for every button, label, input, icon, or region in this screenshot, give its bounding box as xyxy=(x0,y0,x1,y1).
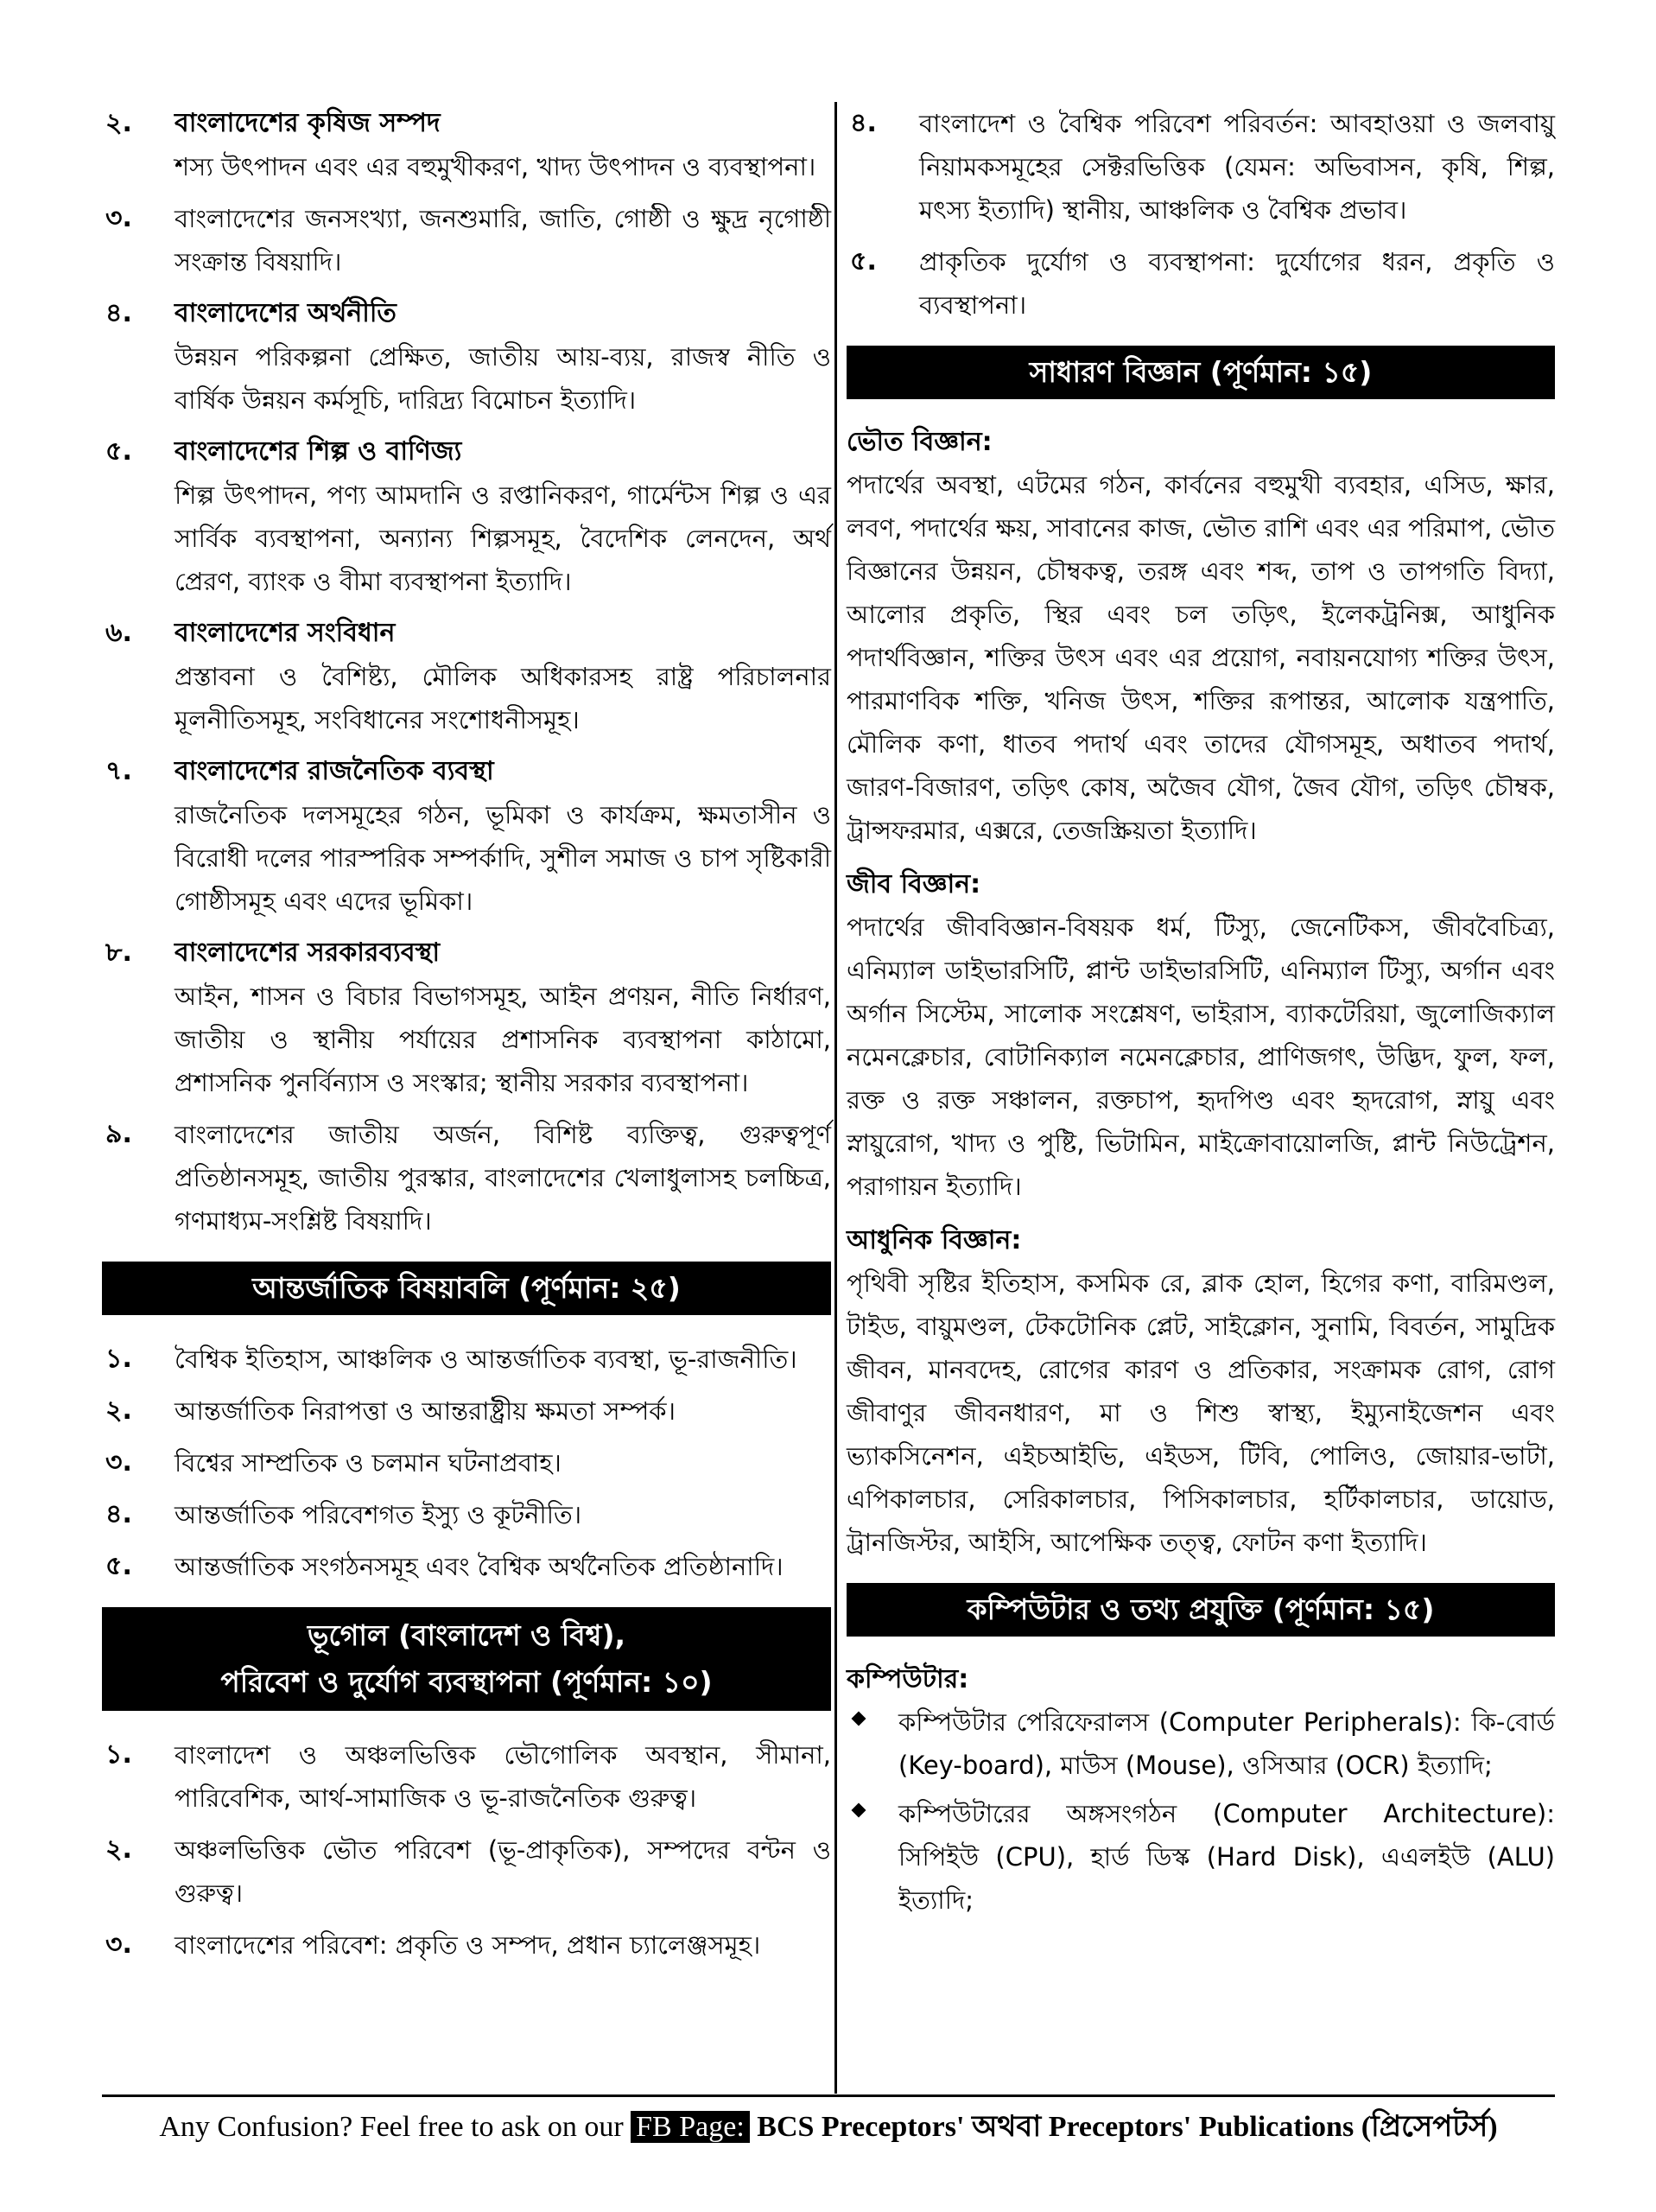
item-body: প্রস্তাবনা ও বৈশিষ্ট্য, মৌলিক অধিকারসহ রাষ্ট্র পরিচালনার মূলনীতিসমূহ, সংবিধানের সংশোধনীসমূহ। xyxy=(174,662,831,734)
section-header-science: সাধারণ বিজ্ঞান (পূর্ণমান: ১৫) xyxy=(847,346,1555,399)
item-number: ৮. xyxy=(105,938,132,968)
item-text: আন্তর্জাতিক নিরাপত্তা ও আন্তরাষ্ট্রীয় ক্ষমতা সম্পর্ক। xyxy=(174,1396,676,1426)
list-item xyxy=(102,931,831,1104)
list-item xyxy=(102,1828,831,1915)
fb-page-label: FB Page: xyxy=(631,2111,750,2143)
item-number: ১. xyxy=(105,1344,132,1374)
subsection-heading: আধুনিক বিজ্ঞান: xyxy=(847,1225,1022,1255)
item-number: ৪. xyxy=(850,108,877,138)
item-number: ৪. xyxy=(105,1499,132,1529)
item-body: শিল্প উৎপাদন, পণ্য আমদানি ও রপ্তানিকরণ, গার্মেন্টস শিল্প ও এর সার্বিক ব্যবস্থাপনা, অন্যান্য শিল্পসমূহ, বৈদেশিক লেনদেন, অর্থ প্রেরণ, ব্যাংক ও বীমা ব্যবস্থাপনা ইত্যাদি। xyxy=(174,480,831,596)
list-item xyxy=(102,750,831,923)
footer-page-name: BCS Preceptors' xyxy=(757,2111,965,2143)
footer-publisher-name: Preceptors' Publications xyxy=(1048,2111,1355,2143)
list-item xyxy=(102,1389,831,1433)
item-number: ৪. xyxy=(105,298,132,328)
item-title: বাংলাদেশের সরকারব্যবস্থা xyxy=(174,938,441,968)
subsection-heading: কম্পিউটার: xyxy=(847,1664,969,1694)
footer-brand-bangla: (প্রিসেপটর্স) xyxy=(1361,2111,1498,2143)
section-header-computer: কম্পিউটার ও তথ্য প্রযুক্তি (পূর্ণমান: ১৫) xyxy=(847,1583,1555,1637)
item-text: বৈশ্বিক ইতিহাস, আঞ্চলিক ও আন্তর্জাতিক ব্যবস্থা, ভূ-রাজনীতি। xyxy=(174,1344,797,1374)
item-number: ৭. xyxy=(105,756,132,786)
list-item xyxy=(102,1545,831,1588)
item-number: ৩. xyxy=(105,1929,132,1960)
item-text: অঞ্চলভিত্তিক ভৌত পরিবেশ (ভূ-প্রাকৃতিক), সম্পদের বন্টন ও গুরুত্ব। xyxy=(174,1835,831,1908)
item-body: রাজনৈতিক দলসমূহের গঠন, ভূমিকা ও কার্যক্রম, ক্ষমতাসীন ও বিরোধী দলের পারস্পরিক সম্পর্কাদি, সুশীল সমাজ ও চাপ সৃষ্টিকারী গোষ্ঠীসমূহ এবং এদের ভূমিকা। xyxy=(174,800,831,916)
footer-or-word: অথবা xyxy=(971,2111,1042,2143)
item-text: বাংলাদেশের জনসংখ্যা, জনশুমারি, জাতি, গোষ্ঠী ও ক্ষুদ্র নৃগোষ্ঠী সংক্রান্ত বিষয়াদি। xyxy=(174,204,831,276)
list-item xyxy=(102,1923,831,1967)
section-header-line: পরিবেশ ও দুর্যোগ ব্যবস্থাপনা (পূর্ণমান: ১০) xyxy=(220,1665,713,1699)
item-number: ২. xyxy=(105,108,132,138)
item-title: বাংলাদেশের কৃষিজ সম্পদ xyxy=(174,108,441,138)
item-body: আইন, শাসন ও বিচার বিভাগসমূহ, আইন প্রণয়ন, নীতি নির্ধারণ, জাতীয় ও স্থানীয় পর্যায়ের প্রশাসনিক ব্যবস্থাপনা কাঠামো, প্রশাসনিক পুনর্বিন্যাস ও সংস্কার; স্থানীয় সরকার ব্যবস্থাপনা। xyxy=(174,982,831,1097)
item-text: আন্তর্জাতিক পরিবেশগত ইস্যু ও কূটনীতি। xyxy=(174,1500,582,1529)
item-text: প্রাকৃতিক দুর্যোগ ও ব্যবস্থাপনা: দুর্যোগের ধরন, প্রকৃতি ও ব্যবস্থাপনা। xyxy=(919,247,1555,320)
item-number: ৯. xyxy=(105,1119,132,1149)
item-number: ৫. xyxy=(105,436,132,467)
list-item xyxy=(847,240,1555,327)
item-number: ৬. xyxy=(105,618,132,648)
left-column xyxy=(102,102,831,1975)
item-number: ৫. xyxy=(105,1551,132,1581)
subsection-body: পদার্থের অবস্থা, এটমের গঠন, কার্বনের বহুমুখী ব্যবহার, এসিড, ক্ষার, লবণ, পদার্থের ক্ষয়, সাবানের কাজ, ভৌত রাশি এবং এর পরিমাপ, ভৌত বিজ্ঞানের উন্নয়ন, চৌম্বকত্ব, তরঙ্গ এবং শব্দ, তাপ ও তাপগতি বিদ্যা, আলোর প্রকৃতি, স্থির এবং চল তড়িৎ, ইলেকট্রনিক্স, আধুনিক পদার্থবিজ্ঞান, শক্তির উৎস এবং এর প্রয়োগ, নবায়নযোগ্য শক্তির উৎস, পারমাণবিক শক্তি, খনিজ উৎস, শক্তির রূপান্তর, আলোক যন্ত্রপাতি, মৌলিক কণা, ধাতব পদার্থ এবং তাদের যৌগসমূহ, অধাতব পদার্থ, জারণ-বিজারণ, তড়িৎ কোষ, অজৈব যৌগ, জৈব যৌগ, তড়িৎ চৌম্বক, ট্রান্সফরমার, এক্সরে, তেজস্ক্রিয়তা ইত্যাদি। xyxy=(847,470,1555,845)
list-item xyxy=(102,102,831,188)
diamond-bullet-icon xyxy=(852,1712,866,1726)
item-number: ২. xyxy=(105,1834,132,1865)
footer-rule xyxy=(102,2094,1555,2097)
subsection-heading: জীব বিজ্ঞান: xyxy=(847,869,981,899)
item-text: বাংলাদেশের জাতীয় অর্জন, বিশিষ্ট ব্যক্তিত্ব, গুরুত্বপূর্ণ প্রতিষ্ঠানসমূহ, জাতীয় পুরস্কার, বাংলাদেশের খেলাধুলাসহ চলচ্চিত্র, গণমাধ্যম-সংশ্লিষ্ট বিষয়াদি। xyxy=(174,1120,831,1236)
item-text: বাংলাদেশ ও বৈশ্বিক পরিবেশ পরিবর্তন: আবহাওয়া ও জলবায়ু নিয়ামকসমূহের সেক্টরভিত্তিক (যেমন: অভিবাসন, কৃষি, শিল্প, মৎস্য ইত্যাদি) স্থানীয়, আঞ্চলিক ও বৈশ্বিক প্রভাব। xyxy=(919,109,1555,225)
item-text: বাংলাদেশ ও অঞ্চলভিত্তিক ভৌগোলিক অবস্থান, সীমানা, পারিবেশিক, আর্থ-সামাজিক ও ভূ-রাজনৈতিক গুরুত্ব। xyxy=(174,1740,831,1813)
footer xyxy=(102,2101,1555,2153)
list-item xyxy=(102,1493,831,1536)
item-body: শস্য উৎপাদন এবং এর বহুমুখীকরণ, খাদ্য উৎপাদন ও ব্যবস্থাপনা। xyxy=(174,152,816,181)
item-title: বাংলাদেশের শিল্প ও বাণিজ্য xyxy=(174,436,462,467)
bullet-text: কম্পিউটার পেরিফেরালস (Computer Peripherals): কি-বোর্ড (Key-board), মাউস (Mouse), ওসিআর (OCR) ইত্যাদি; xyxy=(898,1707,1555,1780)
item-title: বাংলাদেশের অর্থনীতি xyxy=(174,298,397,328)
bullet-item xyxy=(847,1792,1555,1922)
item-title: বাংলাদেশের সংবিধান xyxy=(174,618,396,648)
item-text: বাংলাদেশের পরিবেশ: প্রকৃতি ও সম্পদ, প্রধান চ্যালেঞ্জসমূহ। xyxy=(174,1930,761,1960)
bullet-item xyxy=(847,1700,1555,1787)
item-body: উন্নয়ন পরিকল্পনা প্রেক্ষিত, জাতীয় আয়-ব্যয়, রাজস্ব নীতি ও বার্ষিক উন্নয়ন কর্মসূচি, দারিদ্র্য বিমোচন ইত্যাদি। xyxy=(174,342,831,415)
list-item xyxy=(102,430,831,603)
item-number: ১. xyxy=(105,1739,132,1770)
diamond-bullet-icon xyxy=(852,1803,866,1818)
list-item xyxy=(102,1441,831,1484)
subsection-body: পৃথিবী সৃষ্টির ইতিহাস, কসমিক রে, ব্লাক হোল, হিগের কণা, বারিমণ্ডল, টাইড, বায়ুমণ্ডল, টেকটোনিক প্লেট, সাইক্লোন, সুনামি, বিবর্তন, সামুদ্রিক জীবন, মানবদেহ, রোগের কারণ ও প্রতিকার, সংক্রামক রোগ, রোগ জীবাণুর জীবনধারণ, মা ও শিশু স্বাস্থ্য, ইম্যুনাইজেশন এবং ভ্যাকসিনেশন, এইচআইভি, এইডস, টিবি, পোলিও, জোয়ার-ভাটা, এপিকালচার, সেরিকালচার, পিসিকালচার, হর্টিকালচার, ডায়োড, ট্রানজিস্টর, আইসি, আপেক্ষিক তত্ত্ব, ফোটন কণা ইত্যাদি। xyxy=(847,1268,1555,1557)
section-header-international: আন্তর্জাতিক বিষয়াবলি (পূর্ণমান: ২৫) xyxy=(102,1262,831,1315)
subsection-heading: ভৌত বিজ্ঞান: xyxy=(847,427,993,457)
list-item xyxy=(102,1733,831,1820)
item-number: ২. xyxy=(105,1395,132,1426)
footer-lead: Any Confusion? Feel free to ask on our xyxy=(159,2111,624,2143)
list-item xyxy=(102,197,831,283)
subsection-body: পদার্থের জীববিজ্ঞান-বিষয়ক ধর্ম, টিস্যু, জেনেটিকস, জীববৈচিত্র্য, এনিম্যাল ডাইভারসিটি, প্লান্ট ডাইভারসিটি, এনিম্যাল টিস্যু, অর্গান এবং অর্গান সিস্টেম, সালোক সংশ্লেষণ, ভাইরাস, ব্যাকটেরিয়া, জুলোজিক্যাল নমেনক্লেচার, বোটানিক্যাল নমেনক্লেচার, প্রাণিজগৎ, উদ্ভিদ, ফুল, ফল, রক্ত ও রক্ত সঞ্চালন, রক্তচাপ, হৃদপিণ্ড এবং হৃদরোগ, স্নায়ু এবং স্নায়ুরোগ, খাদ্য ও পুষ্টি, ভিটামিন, মাইক্রোবায়োলজি, প্লান্ট নিউট্রেশন, পরাগায়ন ইত্যাদি। xyxy=(847,912,1555,1201)
list-item xyxy=(102,292,831,422)
section-header-geography xyxy=(102,1607,831,1711)
list-item xyxy=(102,612,831,741)
item-number: ৩. xyxy=(105,203,132,233)
list-item xyxy=(847,102,1555,232)
item-title: বাংলাদেশের রাজনৈতিক ব্যবস্থা xyxy=(174,756,494,786)
item-number: ৫. xyxy=(850,246,877,276)
list-item xyxy=(102,1338,831,1381)
item-number: ৩. xyxy=(105,1447,132,1478)
column-divider xyxy=(834,102,837,2094)
right-column xyxy=(847,102,1555,1927)
list-item xyxy=(102,1113,831,1243)
bullet-text: কম্পিউটারের অঙ্গসংগঠন (Computer Architecture): সিপিইউ (CPU), হার্ড ডিস্ক (Hard Disk), এএলইউ (ALU) ইত্যাদি; xyxy=(898,1799,1555,1915)
item-text: বিশ্বের সাম্প্রতিক ও চলমান ঘটনাপ্রবাহ। xyxy=(174,1448,562,1478)
section-header-line: ভূগোল (বাংলাদেশ ও বিশ্ব), xyxy=(307,1618,626,1652)
item-text: আন্তর্জাতিক সংগঠনসমূহ এবং বৈশ্বিক অর্থনৈতিক প্রতিষ্ঠানাদি। xyxy=(174,1552,784,1581)
